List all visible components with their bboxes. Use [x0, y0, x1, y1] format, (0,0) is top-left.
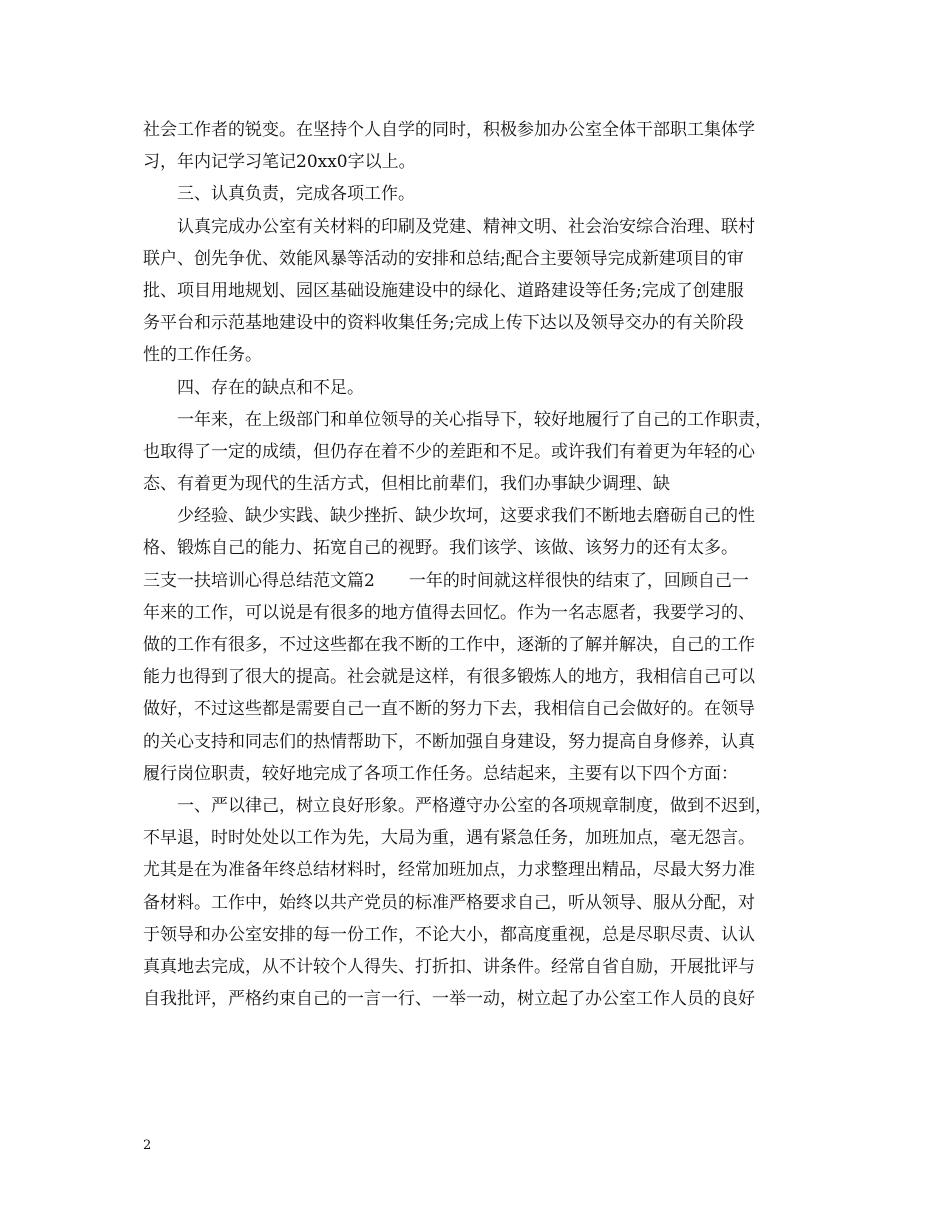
- text-line: 格、锻炼自己的能力、拓宽自己的视野。我们该学、该做、该努力的还有太多。: [143, 538, 738, 559]
- text-line: 做好，不过这些都是需要自己一直不断的努力下去，我相信自己会做好的。在领导: [143, 699, 755, 720]
- text-line: 三支一扶培训心得总结范文篇2 一年的时间就这样很快的结束了，回顾自己一: [143, 570, 749, 591]
- text-line: 少经验、缺少实践、缺少挫折、缺少坎坷，这要求我们不断地去磨砺自己的性: [177, 506, 755, 527]
- text-line: 的关心支持和同志们的热情帮助下，不断加强自身建设，努力提高自身修养，认真: [143, 731, 755, 752]
- text-line: 认真完成办公室有关材料的印刷及党建、精神文明、社会治安综合治理、联村: [177, 216, 755, 237]
- text-line: 联户、创先争优、效能风暴等活动的安排和总结;配合主要领导完成新建项目的审: [143, 248, 744, 269]
- text-line: 不早退，时时处处以工作为先，大局为重，遇有紧急任务，加班加点，毫无怨言。: [143, 828, 755, 849]
- text-line: 一年来，在上级部门和单位领导的关心指导下，较好地履行了自己的工作职责，: [177, 409, 772, 430]
- body-text: [143, 114, 823, 1015]
- text-line: 做的工作有很多，不过这些都在我不断的工作中，逐渐的了解并解决，自己的工作: [143, 635, 755, 655]
- text-line: 四、存在的缺点和不足。: [177, 377, 364, 398]
- text-line: 履行岗位职责，较好地完成了各项工作任务。总结起来，主要有以下四个方面：: [143, 763, 738, 784]
- text-line: 习，年内记学习笔记20xx0字以上。: [143, 152, 416, 173]
- text-line: 尤其是在为准备年终总结材料时，经常加班加点，力求整理出精品，尽最大努力准: [143, 860, 755, 881]
- text-line: 年来的工作，可以说是有很多的地方值得去回忆。作为一名志愿者，我要学习的、: [143, 602, 755, 623]
- text-line: 务平台和示范基地建设中的资料收集任务;完成上传下达以及领导交办的有关阶段: [143, 313, 744, 334]
- text-line: 态、有着更为现代的生活方式，但相比前辈们，我们办事缺少调理、缺: [143, 474, 670, 495]
- text-line: 三、认真负责，完成各项工作。: [177, 184, 415, 205]
- text-line: 社会工作者的锐变。在坚持个人自学的同时，积极参加办公室全体干部职工集体学: [143, 120, 755, 140]
- text-line: 真真地去完成，从不计较个人得失、打折扣、讲条件。经常自省自励，开展批评与: [143, 956, 755, 977]
- text-line: 批、项目用地规划、园区基础设施建设中的绿化、道路建设等任务;完成了创建服: [143, 280, 744, 301]
- text-line: 能力也得到了很大的提高。社会就是这样，有很多锻炼人的地方，我相信自己可以: [143, 667, 755, 688]
- text-line: 自我批评，严格约束自己的一言一行、一举一动，树立起了办公室工作人员的良好: [143, 989, 755, 1010]
- page-number: 2: [143, 1138, 152, 1153]
- text-line: 一、严以律己，树立良好形象。严格遵守办公室的各项规章制度，做到不迟到，: [177, 795, 772, 816]
- text-line: 备材料。工作中，始终以共产党员的标准严格要求自己，听从领导、服从分配，对: [143, 892, 755, 913]
- text-line: 也取得了一定的成绩，但仍存在着不少的差距和不足。或许我们有着更为年轻的心: [143, 441, 755, 462]
- text-line: 性的工作任务。: [143, 345, 262, 366]
- text-line: 于领导和办公室安排的每一份工作，不论大小，都高度重视，总是尽职尽责、认认: [143, 924, 755, 945]
